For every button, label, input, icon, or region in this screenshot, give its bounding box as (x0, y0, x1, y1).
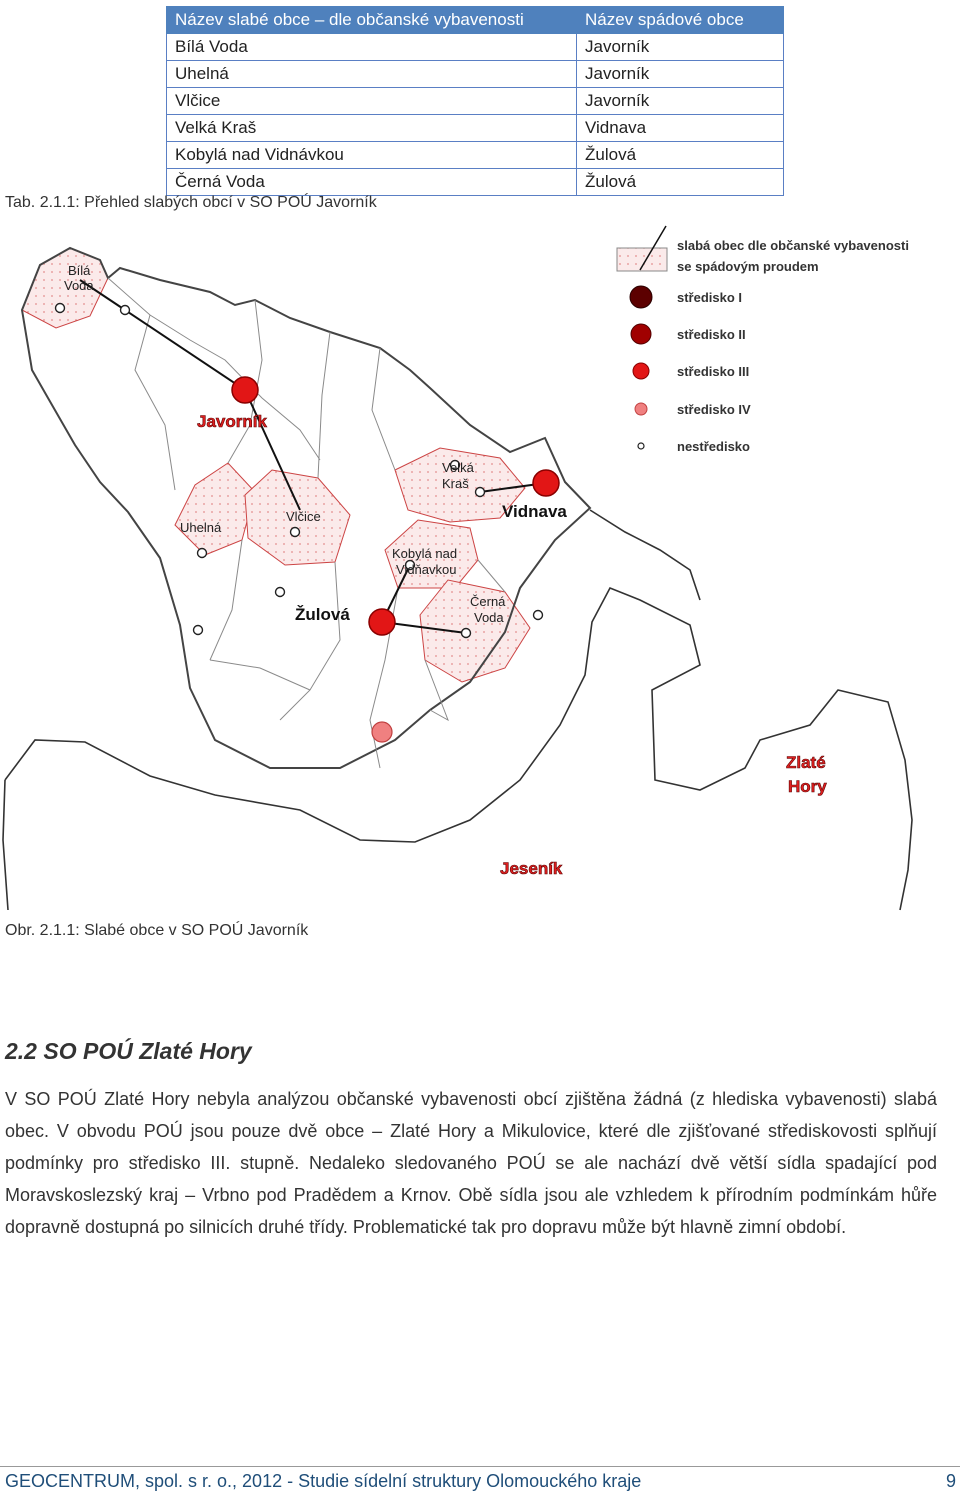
table-cell-spadova: Žulová (577, 169, 784, 196)
table-header-obec: Název slabé obce – dle občanské vybavenosti (167, 7, 577, 34)
point-uhelna (198, 549, 207, 558)
table-row (167, 88, 784, 115)
weak-area-uhelna (175, 463, 255, 555)
table-cell-obec: Kobylá nad Vidnávkou (167, 142, 577, 169)
label-jesenik: Jeseník (500, 859, 563, 878)
table-cell-obec: Bílá Voda (167, 34, 577, 61)
region-boundary-west (3, 780, 8, 910)
map-legend (617, 226, 909, 454)
table-cell-obec: Vlčice (167, 88, 577, 115)
label-bila-2: Voda (64, 278, 94, 293)
table-row (167, 142, 784, 169)
label-kobyla-2: Vidňavkou (396, 562, 457, 577)
table-cell-spadova: Javorník (577, 88, 784, 115)
label-cerna-2: Voda (474, 610, 504, 625)
centre-zulova (369, 609, 395, 635)
point (121, 306, 130, 315)
region-boundary-east (590, 510, 700, 600)
weak-municipalities-map (0, 220, 960, 920)
point (276, 588, 285, 597)
legend-s1-marker (630, 286, 652, 308)
table-row (167, 34, 784, 61)
legend-s2-marker (631, 324, 651, 344)
weak-municipalities-table (166, 6, 784, 196)
label-zulova: Žulová (295, 605, 350, 624)
centre-iv (372, 722, 392, 742)
label-bila-1: Bílá (68, 263, 91, 278)
legend-s4-marker (635, 403, 647, 415)
label-velka-2: Kraš (442, 476, 469, 491)
legend-ns-marker (638, 443, 644, 449)
table-cell-spadova: Javorník (577, 61, 784, 88)
point (534, 611, 543, 620)
label-zlate-1: Zlaté (786, 753, 826, 772)
section-heading: 2.2 SO POÚ Zlaté Hory (5, 1038, 252, 1064)
legend-s3-marker (633, 363, 649, 379)
table-row (167, 169, 784, 196)
figure-caption: Obr. 2.1.1: Slabé obce v SO POÚ Javorník (5, 922, 309, 939)
label-kobyla-1: Kobylá nad (392, 546, 458, 561)
footer-text: GEOCENTRUM, spol. s r. o., 2012 - Studie sídelní struktury Olomouckého kraje (5, 1471, 642, 1491)
point (194, 626, 203, 635)
page-footer (0, 1466, 960, 1495)
point-velka-kras (476, 488, 485, 497)
table-row (167, 61, 784, 88)
table-cell-obec: Uhelná (167, 61, 577, 88)
table-header-row (167, 7, 784, 34)
table-row (167, 115, 784, 142)
label-zlate-2: Hory (788, 777, 827, 796)
legend-s2-label: středisko II (677, 327, 746, 342)
table-header-spadova: Název spádové obce (577, 7, 784, 34)
table-caption: Tab. 2.1.1: Přehled slabých obcí v SO POÚ Javorník (5, 194, 377, 211)
point-cerna-voda (462, 629, 471, 638)
legend-weak-label: slabá obec dle občanské vybavenosti (677, 238, 909, 253)
point-bila-voda (56, 304, 65, 313)
legend-s4-label: středisko IV (677, 402, 751, 417)
table-cell-obec: Černá Voda (167, 169, 577, 196)
table-cell-obec: Velká Kraš (167, 115, 577, 142)
legend-weak-label-2: se spádovým proudem (677, 259, 819, 274)
centre-javornik (232, 377, 258, 403)
label-vlcice: Vlčice (286, 509, 321, 524)
legend-s1-label: středisko I (677, 290, 743, 305)
label-uhelna: Uhelná (180, 520, 222, 535)
table-cell-spadova: Javorník (577, 34, 784, 61)
legend-s3-label: středisko III (677, 364, 750, 379)
label-vidnava: Vidnava (502, 502, 567, 521)
label-cerna-1: Černá (470, 594, 506, 609)
page-number: 9 (945, 1471, 956, 1491)
legend-ns-label: nestředisko (677, 439, 750, 454)
point-vlcice (291, 528, 300, 537)
label-javornik: Javorník (197, 412, 267, 431)
table-cell-spadova: Žulová (577, 142, 784, 169)
centre-vidnava (533, 470, 559, 496)
label-velka-1: Velká (442, 460, 474, 475)
table-cell-spadova: Vidnava (577, 115, 784, 142)
section-body: V SO POÚ Zlaté Hory nebyla analýzou občanské vybavenosti obcí zjištěna žádná (z hlediska vybavenosti) slabá obec. V obvodu POÚ jsou pouze dvě obce – Zlaté Hory a Mikulovice, které dle zjišťované střediskovosti splňují podmínky pro středisko III. stupně. Nedaleko sledovaného POÚ se ale nachází dvě větší sídla spadající pod Moravskoslezský kraj – Vrbno pod Pradědem a Krnov. Obě sídla jsou ale vzhledem k přírodním podmínkám hůře dopravně dostupná po silnicích druhé třídy. Problematické tak pro dopravu může být hlavně zimní období. (5, 1089, 937, 1237)
